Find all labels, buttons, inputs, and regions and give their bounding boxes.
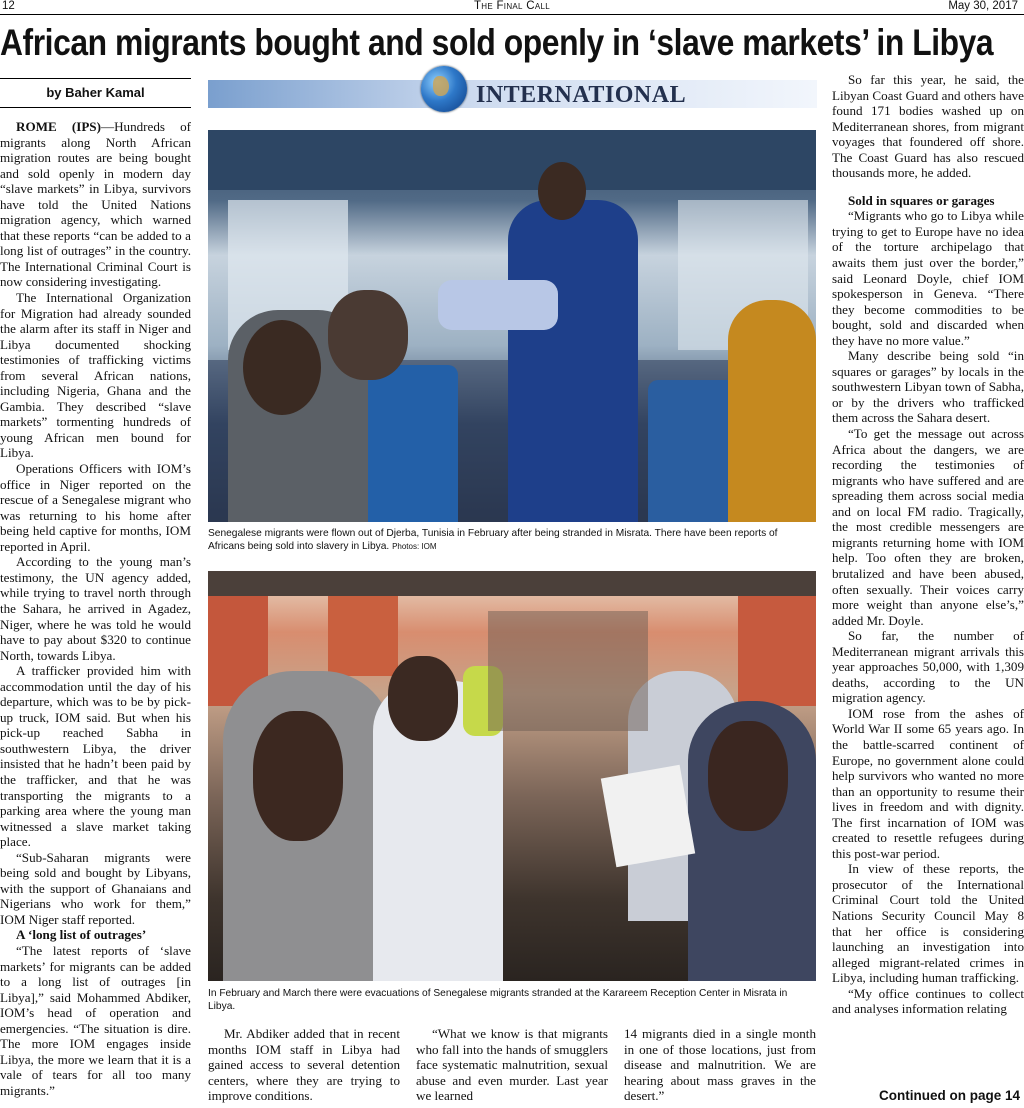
photo2-caption: In February and March there were evacuations of Senegalese migrants stranded at the Karareem Reception Center in Misrata in Libya.: [208, 988, 788, 1012]
continued-on-link[interactable]: Continued on page 14: [878, 1088, 1020, 1103]
paragraph: “What we know is that migrants who fall into the hands of smugglers face systematic malnutrition, sexual abuse and even murder. Last year we learned: [416, 1026, 608, 1104]
globe-icon: [421, 66, 467, 112]
paragraph: “Migrants who go to Libya while trying to get to Europe have no idea of the torture archipelago that awaits them just over the border,” said Leonard Doyle, chief IOM spokesperson in Geneva. “There they become commodities to be bought, sold and discarded when they have no more value.”: [832, 208, 1024, 348]
publication-name: The Final Call: [473, 0, 551, 12]
photo-evacuation-bus: [208, 571, 816, 981]
lead-text: —Hundreds of migrants along North African migration routes are being bought and sold openly in modern day “slave markets” in Libya, survivors have told the United Nations migration agency, which warned that these reports “can be added to a long list of outrages” in the country. The International Criminal Court is now considering investigating.: [0, 119, 192, 290]
headline: African migrants bought and sold openly in ‘slave markets’ in Libya: [0, 22, 994, 63]
paragraph: A trafficker provided him with accommodation until the day of his departure, which was to be by pick-up truck, IOM said. But when his pick-up reached Sabha in southwestern Libya, the driver insisted that he hadn’t been paid by the trafficker, and that he was transporting the migrants to a parking area where the young man witnessed a slave market taking place.: [0, 663, 191, 850]
paragraph: Operations Officers with IOM’s office in Niger reported on the rescue of a Senegalese migrant who was returning to his home after being held captive for months, IOM reported in April.: [0, 461, 191, 554]
byline-box: [0, 78, 191, 108]
paragraph: “My office continues to collect and analyses information relating: [832, 985, 1024, 1017]
section-banner: [208, 80, 817, 108]
page-header: [0, 0, 1024, 14]
paragraph: In view of these reports, the prosecutor of the International Criminal Court told the United Nations Security Council May 8 that her office is considering launching an investigation into alleged migrant-related crimes in Libya, including human trafficking.: [832, 861, 1024, 986]
issue-date: May 30, 2017: [948, 0, 1018, 12]
paragraph: So far this year, he said, the Libyan Coast Guard and others have found 171 bodies washed up on Mediterranean shores, from migrant voyages that foundered off shore. The Coast Guard has also rescued thousands more, he added.: [832, 72, 1024, 181]
byline-rule-bottom: [0, 107, 191, 108]
dateline: ROME (IPS): [16, 119, 101, 134]
byline: by Baher Kamal: [46, 85, 145, 100]
photo1-caption: [208, 527, 816, 553]
paragraph: Many describe being sold “in squares or garages” by locals in the southwestern Libyan town of Sabha, or by the drivers who trafficked them across the Sahara desert.: [832, 348, 1024, 426]
article-column-2: [208, 1026, 400, 1104]
lead-paragraph: [0, 119, 191, 290]
section-banner-label: INTERNATIONAL: [476, 82, 687, 108]
paragraph: “To get the message out across Africa about the dangers, we are recording the testimonies of migrants who have suffered and are spreading them across social media and on local FM radio. Tragically, the most credible messengers are migrants returning home with IOM help. Too often they are broken, brutalized and have been abused, often sexually. Their voices carry more weight than anyone else’s,” added Mr. Doyle.: [832, 426, 1024, 628]
page-number: 12: [2, 0, 15, 12]
paragraph: “Sub-Saharan migrants were being sold and bought by Libyans, with the support of Ghanaians and Nigerians who work for them,” IOM Niger staff reported.: [0, 849, 191, 927]
article-column-5: [832, 72, 1024, 1017]
photo-credit: Photos: IOM: [392, 542, 437, 551]
article-column-3: [416, 1026, 608, 1104]
photo-bus-migrants: [208, 130, 816, 522]
photo1-caption-text: Senegalese migrants were flown out of Djerba, Tunisia in February after being stranded in Misrata. There have been reports of Africans being sold into slavery in Libya.: [208, 528, 778, 552]
paragraph: “The latest reports of ‘slave markets’ for migrants can be added to a long list of outrages [in Libya],” said Mohammed Abdiker, IOM’s head of operation and emergencies. “The situation is dire. The more IOM engages inside Libya, the more we learn that it is a vale of tears for all too many migrants.”: [0, 942, 191, 1098]
paragraph: The International Organization for Migration had already sounded the alarm after its staff in Niger and Libya documented shocking testimonies of trafficking victims from several African nations, including Nigeria, Ghana and the Gambia. They described “slave markets” tormenting hundreds of young African men bound for Libya.: [0, 290, 191, 461]
article-column-4: [624, 1026, 816, 1104]
header-rule: [0, 14, 1024, 15]
paragraph: 14 migrants died in a single month in one of those locations, just from disease and malnutrition. We are hearing about mass graves in the desert.”: [624, 1026, 816, 1104]
paragraph: According to the young man’s testimony, the UN agency added, while trying to travel north through the Sahara, he arrived in Agadez, Niger, where he was told he would have to pay about $320 to continue North, towards Libya.: [0, 554, 191, 663]
paragraph: Mr. Abdiker added that in recent months IOM staff in Libya had gained access to several detention centers, where they are trying to improve conditions.: [208, 1026, 400, 1104]
paragraph: IOM rose from the ashes of World War II some 65 years ago. In the battle-scarred continent of Europe, no government alone could help survivors who wanted no more than an opportunity to resume their lives in freedom and with dignity. The first incarnation of IOM was created to resettle refugees during this post-war period.: [832, 705, 1024, 861]
subhead: A ‘long list of outrages’: [16, 927, 147, 943]
paragraph: So far, the number of Mediterranean migrant arrivals this year approaches 50,000, with 1,309 deaths, according to the UN migration agency.: [832, 628, 1024, 706]
subhead: Sold in squares or garages: [848, 192, 995, 208]
spacer: [832, 181, 1024, 193]
article-column-1: [0, 119, 191, 1098]
